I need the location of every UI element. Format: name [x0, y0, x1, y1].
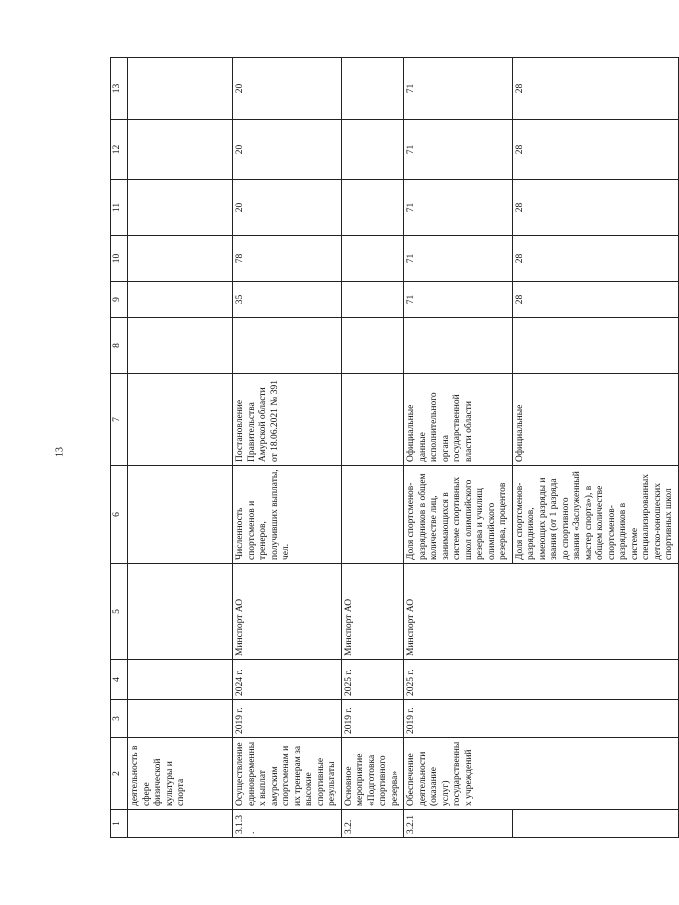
- cell-source: [128, 374, 233, 466]
- cell-source: Постановление Правительства Амурской области от 18.06.2021 № 391: [233, 374, 342, 466]
- cell-value: [341, 236, 404, 282]
- cell-name: Обеспечение деятельности (оказание услуг) государственных учреждений: [404, 738, 679, 810]
- cell-indicator: Доля спортсменов-разрядников в общем количестве лиц, занимающихся в системе спортивных школ олимпийского резерва и училищ олимпийского резерва, процентов: [404, 466, 513, 564]
- cell-value: [128, 236, 233, 282]
- header-row: [111, 58, 128, 838]
- indicators-table: [110, 57, 679, 838]
- cell-start-year: 2019 г.: [341, 700, 404, 738]
- cell-value: 71: [404, 180, 513, 236]
- cell-value: [128, 58, 233, 120]
- cell-value: [128, 180, 233, 236]
- cell-value: 28: [512, 120, 678, 180]
- cell-value: 28: [512, 180, 678, 236]
- table-row: [128, 58, 233, 838]
- cell-value: [341, 282, 404, 318]
- col-header-13: 13: [111, 58, 128, 120]
- col-header-5: 5: [111, 564, 128, 660]
- cell-value: [404, 318, 513, 374]
- cell-value: 28: [512, 58, 678, 120]
- cell-name: Осуществление единовременных выплат амурским спортсменам и их тренерам за высокие спортивные результаты: [233, 738, 342, 810]
- col-header-12: 12: [111, 120, 128, 180]
- cell-value: [128, 282, 233, 318]
- col-header-6: 6: [111, 466, 128, 564]
- col-header-10: 10: [111, 236, 128, 282]
- cell-value: 35: [233, 282, 342, 318]
- cell-value: [341, 120, 404, 180]
- cell-value: 28: [512, 282, 678, 318]
- cell-executor: Минспорт АО: [404, 564, 679, 660]
- col-header-7: 7: [111, 374, 128, 466]
- table-row: [341, 58, 404, 838]
- col-header-3: 3: [111, 700, 128, 738]
- cell-number: [512, 810, 678, 838]
- cell-value: [512, 318, 678, 374]
- col-header-8: 8: [111, 318, 128, 374]
- cell-name: Основное мероприятие «Подготовка спортивного резерва»: [341, 738, 404, 810]
- col-header-4: 4: [111, 660, 128, 700]
- cell-executor: [128, 564, 233, 660]
- cell-end-year: 2024 г.: [233, 660, 342, 700]
- cell-end-year: 2025 г.: [341, 660, 404, 700]
- cell-number: 3.2.: [341, 810, 404, 838]
- cell-indicator: Численность спортсменов и тренеров, получивших выплаты, чел.: [233, 466, 342, 564]
- cell-name: деятельность в сфере физической культуры и спорта: [128, 738, 233, 810]
- cell-indicator: [341, 466, 404, 564]
- cell-number: 3.1.3.: [233, 810, 342, 838]
- cell-value: 71: [404, 58, 513, 120]
- col-header-9: 9: [111, 282, 128, 318]
- cell-indicator: Доля спортсменов-разрядников, имеющих разряды и звания (от 1 разряда до спортивного звания «Заслуженный мастер спорта»), в общем количестве спортсменов-разрядников в системе специализированных детско-юношеских спортивных школ: [512, 466, 678, 564]
- table-row: [233, 58, 342, 838]
- cell-value: 71: [404, 282, 513, 318]
- cell-value: [341, 180, 404, 236]
- cell-value: 20: [233, 120, 342, 180]
- cell-end-year: 2025 г.: [404, 660, 679, 700]
- cell-number: [128, 810, 233, 838]
- cell-end-year: [128, 660, 233, 700]
- cell-value: 71: [404, 120, 513, 180]
- cell-value: [341, 318, 404, 374]
- cell-source: Официальные: [512, 374, 678, 466]
- col-header-2: 2: [111, 738, 128, 810]
- cell-value: 78: [233, 236, 342, 282]
- table-row: [404, 58, 513, 838]
- col-header-1: 1: [111, 810, 128, 838]
- cell-value: 20: [233, 180, 342, 236]
- cell-value: [233, 318, 342, 374]
- cell-indicator: [128, 466, 233, 564]
- cell-value: 20: [233, 58, 342, 120]
- cell-value: 28: [512, 236, 678, 282]
- cell-executor: Минспорт АО: [233, 564, 342, 660]
- cell-source: [341, 374, 404, 466]
- cell-value: [128, 318, 233, 374]
- cell-value: 71: [404, 236, 513, 282]
- cell-start-year: 2019 г.: [233, 700, 342, 738]
- cell-start-year: [128, 700, 233, 738]
- col-header-11: 11: [111, 180, 128, 236]
- cell-source: Официальные данные исполнительного органа государственной власти области: [404, 374, 513, 466]
- cell-number: 3.2.1: [404, 810, 513, 838]
- rotated-table-container: [110, 58, 674, 838]
- cell-value: [128, 120, 233, 180]
- cell-start-year: 2019 г.: [404, 700, 679, 738]
- cell-value: [341, 58, 404, 120]
- cell-executor: Минспорт АО: [341, 564, 404, 660]
- page-number: 13: [54, 447, 66, 457]
